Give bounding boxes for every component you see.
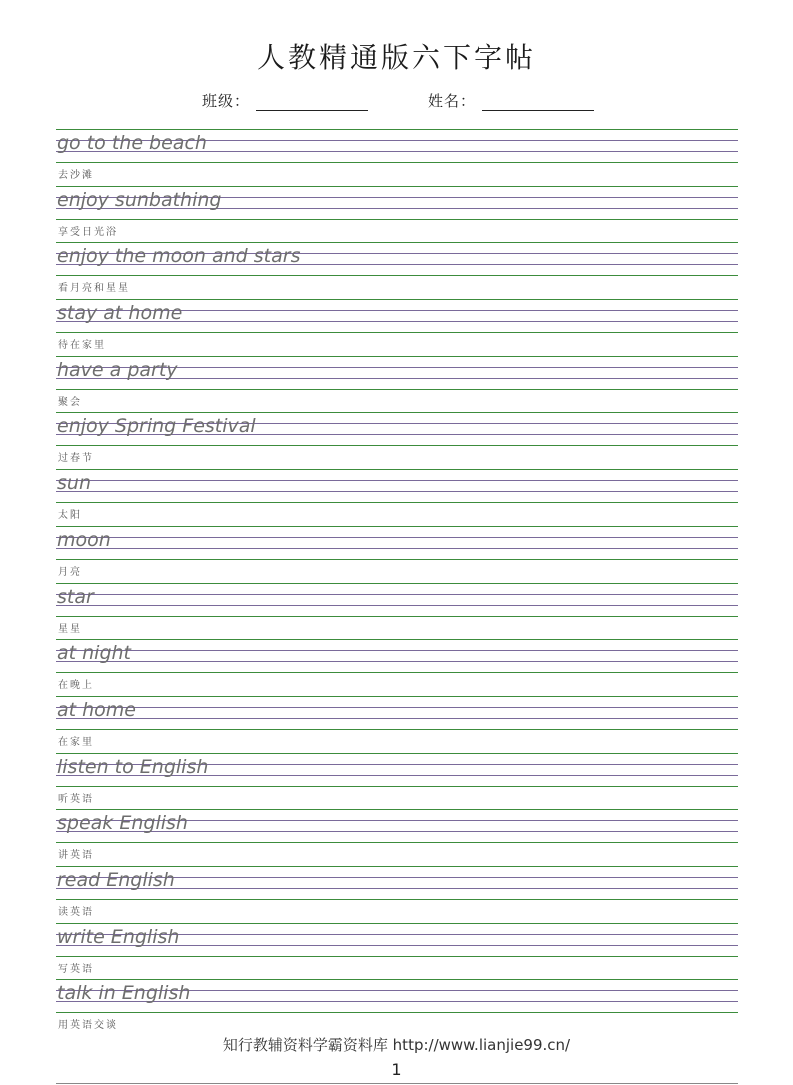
practice-entry	[56, 693, 738, 750]
guide-line-inner	[56, 491, 738, 492]
english-phrase: moon	[57, 528, 111, 551]
guide-line-inner	[56, 718, 738, 719]
chinese-meaning: 写英语	[58, 963, 94, 975]
guide-line-outer	[56, 696, 738, 697]
practice-entry	[56, 183, 738, 240]
guide-line-outer	[56, 979, 738, 980]
four-line-guide	[56, 639, 738, 672]
chinese-meaning: 太阳	[58, 510, 82, 522]
guide-line-inner	[56, 707, 738, 708]
english-phrase: sun	[57, 472, 91, 495]
guide-line-outer	[56, 389, 738, 390]
guide-line-outer	[56, 923, 738, 924]
guide-line-outer	[56, 412, 738, 413]
guide-line-outer	[56, 729, 738, 730]
english-phrase: speak English	[57, 812, 188, 835]
guide-line-outer	[56, 275, 738, 276]
guide-line-outer	[56, 899, 738, 900]
guide-line-inner	[56, 537, 738, 538]
english-phrase: enjoy Spring Festival	[57, 415, 256, 438]
guide-line-outer	[56, 583, 738, 584]
practice-entry	[56, 353, 738, 410]
english-phrase: write English	[57, 925, 180, 948]
class-label: 班级：	[202, 92, 251, 110]
practice-entry	[56, 466, 738, 523]
practice-entry	[56, 976, 738, 1033]
guide-line-outer	[56, 753, 738, 754]
practice-entry	[56, 636, 738, 693]
guide-line-inner	[56, 605, 738, 606]
guide-line-outer	[56, 129, 738, 130]
guide-line-outer	[56, 842, 738, 843]
guide-line-outer	[56, 299, 738, 300]
english-phrase: talk in English	[57, 982, 191, 1005]
practice-entry	[56, 806, 738, 863]
guide-line-outer	[56, 559, 738, 560]
guide-line-outer	[56, 526, 738, 527]
chinese-meaning: 聚会	[58, 396, 82, 408]
guide-line-inner	[56, 480, 738, 481]
guide-line-outer	[56, 809, 738, 810]
four-line-guide	[56, 469, 738, 502]
english-phrase: at night	[57, 642, 132, 665]
chinese-meaning: 过春节	[58, 453, 94, 465]
practice-entry	[56, 523, 738, 580]
name-label: 姓名：	[428, 92, 477, 110]
chinese-meaning: 看月亮和星星	[58, 283, 130, 295]
english-phrase: read English	[57, 868, 175, 891]
chinese-meaning: 用英语交谈	[58, 1020, 118, 1032]
practice-entry	[56, 750, 738, 807]
guide-line-outer	[56, 332, 738, 333]
practice-entry	[56, 296, 738, 353]
practice-entry	[56, 126, 738, 183]
guide-line-inner	[56, 548, 738, 549]
guide-line-outer	[56, 1012, 738, 1013]
chinese-meaning: 在晚上	[58, 680, 94, 692]
practice-entry	[56, 863, 738, 920]
guide-line-outer	[56, 469, 738, 470]
guide-line-inner	[56, 650, 738, 651]
guide-line-outer	[56, 639, 738, 640]
page-title: 人教精通版六下字帖	[256, 41, 536, 74]
english-phrase: enjoy the moon and stars	[57, 245, 301, 268]
guide-line-outer	[56, 672, 738, 673]
guide-line-outer	[56, 616, 738, 617]
chinese-meaning: 月亮	[58, 566, 82, 578]
practice-entry	[56, 409, 738, 466]
page-number: 1	[391, 1060, 402, 1079]
english-phrase: go to the beach	[57, 132, 207, 154]
practice-entry	[56, 239, 738, 296]
guide-line-outer	[56, 186, 738, 187]
chinese-meaning: 读英语	[58, 906, 94, 918]
guide-line-outer	[56, 356, 738, 357]
guide-line-outer	[56, 162, 738, 163]
guide-line-outer	[56, 866, 738, 867]
guide-line-outer	[56, 786, 738, 787]
chinese-meaning: 去沙滩	[58, 170, 94, 181]
chinese-meaning: 待在家里	[58, 340, 106, 352]
guide-line-outer	[56, 445, 738, 446]
guide-line-outer	[56, 956, 738, 957]
english-phrase: listen to English	[57, 755, 209, 778]
english-phrase: star	[57, 585, 94, 608]
english-phrase: at home	[57, 698, 136, 721]
chinese-meaning: 听英语	[58, 793, 94, 805]
chinese-meaning: 讲英语	[58, 850, 94, 862]
name-blank[interactable]	[482, 94, 594, 111]
english-phrase: have a party	[57, 358, 178, 381]
chinese-meaning: 星星	[58, 623, 82, 635]
guide-line-inner	[56, 594, 738, 595]
chinese-meaning: 在家里	[58, 736, 94, 748]
guide-line-outer	[56, 219, 738, 220]
guide-line-outer	[56, 242, 738, 243]
english-phrase: enjoy sunbathing	[57, 188, 222, 211]
four-line-guide	[56, 583, 738, 616]
bottom-rule	[56, 1083, 738, 1084]
english-phrase: stay at home	[57, 302, 183, 325]
footer-source: 知行教辅资料学霸资料库 http://www.lianjie99.cn/	[222, 1036, 571, 1054]
guide-line-inner	[56, 661, 738, 662]
class-field	[202, 90, 368, 111]
practice-entry	[56, 920, 738, 977]
class-blank[interactable]	[256, 94, 368, 111]
practice-entry	[56, 580, 738, 637]
name-field	[428, 90, 594, 111]
four-line-guide	[56, 696, 738, 729]
student-info	[0, 90, 793, 114]
four-line-guide	[56, 526, 738, 559]
practice-sheet	[56, 126, 738, 1033]
guide-line-outer	[56, 502, 738, 503]
chinese-meaning: 享受日光浴	[58, 226, 118, 238]
